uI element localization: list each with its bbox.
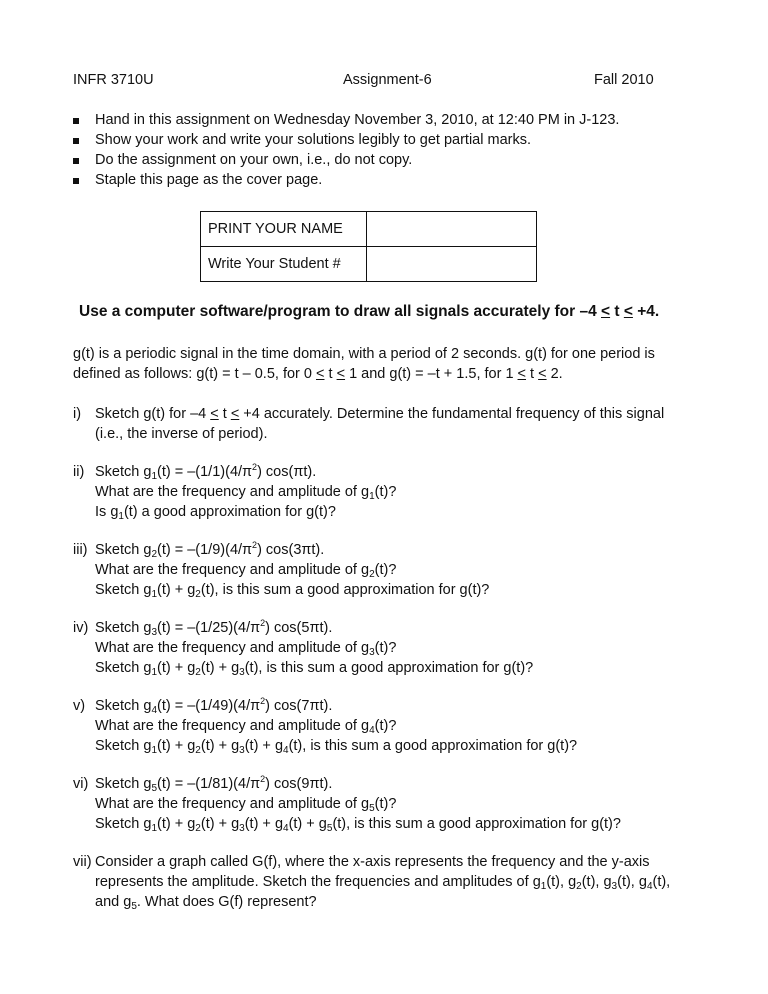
question-line: Sketch $g_1(t) + g_2(t) + g_3(t) + g_4(t) + g_5(t)$, is this sum a good approximation for g(t)? — [95, 816, 621, 834]
question-line: Sketch $g_1(t) + g_2(t)$, is this sum a good approximation for g(t)? — [95, 582, 490, 600]
question-line: Sketch $g_1(t) = -(1/1)(4/\pi^2)$ cos(πt). — [95, 462, 317, 482]
question-line: Consider a graph called G(f), where the x-axis represents the frequency and the y-axis — [95, 854, 650, 870]
question-line: What are the frequency and amplitude of $g_2(t)$? — [95, 562, 397, 580]
question-number: v) — [73, 698, 86, 714]
intro-line-2: defined as follows: g(t) = t – 0.5, for 0 < t < 1 and g(t) = –t + 1.5, for 1 < t < 2. — [73, 366, 563, 382]
question-line: and $g_5$. What does G(f) represent? — [95, 894, 317, 912]
question-number: vii) — [73, 854, 92, 870]
question-line: Sketch g(t) for –4 < t < +4 accurately. Determine the fundamental frequency of this signal — [95, 406, 665, 422]
question-7 — [0, 853, 700, 913]
table-row — [201, 247, 537, 282]
question-number: i) — [73, 406, 82, 422]
instruction-text: Do the assignment on your own, i.e., do not copy. — [95, 152, 413, 168]
student-info-table — [200, 211, 537, 282]
question-number: vi) — [73, 776, 89, 792]
question-line: Sketch $g_3(t) = -(1/25)(4/\pi^2)$ cos(5πt). — [95, 618, 333, 638]
question-line: represents the amplitude. Sketch the frequencies and amplitudes of $g_1(t)$, $g_2(t)$, $g_3(t)$, $g_4(t)$, — [95, 874, 671, 892]
question-line: What are the frequency and amplitude of $g_4(t)$? — [95, 718, 397, 736]
question-line: What are the frequency and amplitude of $g_1(t)$? — [95, 484, 397, 502]
assignment-title: Assignment-6 — [343, 72, 432, 88]
question-5 — [0, 697, 700, 757]
question-number: iii) — [73, 542, 88, 558]
instruction-text: Show your work and write your solutions legibly to get partial marks. — [95, 132, 531, 148]
question-line: What are the frequency and amplitude of $g_5(t)$? — [95, 796, 397, 814]
question-3 — [0, 541, 700, 601]
student-number-field[interactable] — [367, 247, 537, 282]
question-1 — [0, 405, 700, 450]
question-line: Is $g_1(t)$ a good approximation for g(t)? — [95, 504, 336, 522]
instruction-text: Staple this page as the cover page. — [95, 172, 323, 188]
question-line: (i.e., the inverse of period). — [95, 426, 268, 442]
bullet-icon — [73, 138, 79, 144]
student-number-label: Write Your Student # — [201, 247, 367, 282]
list-item — [73, 171, 673, 191]
bullet-icon — [73, 158, 79, 164]
question-number: ii) — [73, 464, 85, 480]
instruction-text: Hand in this assignment on Wednesday November 3, 2010, at 12:40 PM in J-123. — [95, 112, 620, 128]
question-line: Sketch $g_5(t) = -(1/81)(4/\pi^2)$ cos(9πt). — [95, 774, 333, 794]
question-line: What are the frequency and amplitude of $g_3(t)$? — [95, 640, 397, 658]
table-row — [201, 212, 537, 247]
bullet-icon — [73, 118, 79, 124]
question-6 — [0, 775, 700, 835]
question-4 — [0, 619, 700, 679]
question-2 — [0, 463, 700, 523]
question-line: Sketch $g_2(t) = -(1/9)(4/\pi^2)$ cos(3πt). — [95, 540, 325, 560]
question-line: Sketch $g_1(t) + g_2(t) + g_3(t) + g_4(t)$, is this sum a good approximation for g(t)? — [95, 738, 578, 756]
list-item — [73, 131, 673, 151]
list-item — [73, 111, 673, 131]
name-label: PRINT YOUR NAME — [201, 212, 367, 247]
question-line: Sketch $g_4(t) = -(1/49)(4/\pi^2)$ cos(7πt). — [95, 696, 333, 716]
question-number: iv) — [73, 620, 89, 636]
course-code: INFR 3710U — [73, 72, 154, 88]
term: Fall 2010 — [594, 72, 654, 88]
main-instruction-heading: Use a computer software/program to draw all signals accurately for –4 < t < +4. — [79, 303, 660, 320]
question-line: Sketch $g_1(t) + g_2(t) + g_3(t)$, is this sum a good approximation for g(t)? — [95, 660, 534, 678]
list-item — [73, 151, 673, 171]
name-field[interactable] — [367, 212, 537, 247]
bullet-icon — [73, 178, 79, 184]
intro-line-1: g(t) is a periodic signal in the time domain, with a period of 2 seconds. g(t) for one period is — [73, 346, 655, 362]
